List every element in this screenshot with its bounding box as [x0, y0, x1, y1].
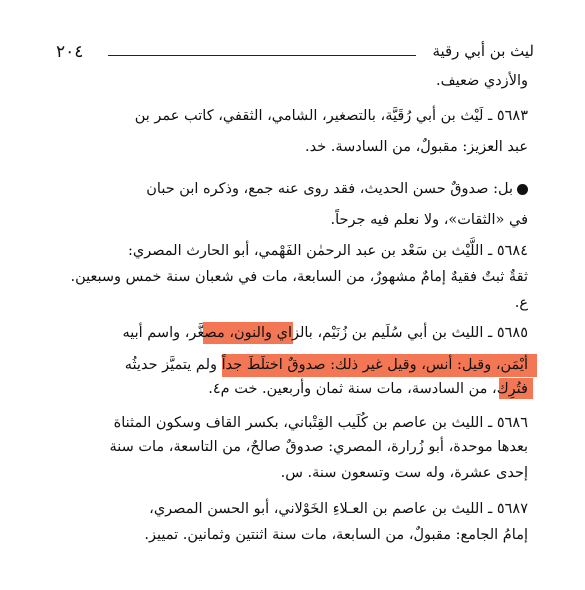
text-line: إحدى عشرة، وله ست وتسعون سنة. س.: [280, 465, 528, 481]
note-text: بل: صدوقٌ حسن الحديث، فقد روى عنه جمع، وذكره ابن حبان: [146, 181, 513, 197]
page-header: [56, 42, 534, 68]
text-line: عبد العزيز: مقبولٌ، من السادسة. خد.: [304, 139, 528, 155]
text-line: بعدها موحدة، أبو زُرارة، المصري: صدوقٌ صالحٌ، من التاسعة، مات سنة: [109, 439, 528, 455]
entry-5684-line: ٥٦٨٤ ـ اللَّيْث بن سَعْد بن عبد الرحمٰن الفَهْمي، أبو الحارث المصري:: [127, 243, 528, 259]
text-line: فتُرِك، من السادسة، مات سنة ثمان وأربعين. خت م٤.: [208, 381, 528, 397]
text-line: ع.: [514, 295, 528, 311]
text-line: أيْمَن، وقيل: أنس، وقيل غير ذلك: صدوقٌ اختلَطَ جداً ولم يتميَّز حديثُه: [124, 357, 528, 373]
page-number: ٢٠٤: [56, 42, 84, 62]
note-line: [146, 178, 528, 200]
header-rule: [108, 55, 416, 56]
text-line: والأزدي ضعيف.: [435, 73, 528, 89]
text-line: ثقةٌ ثبتٌ فقيهٌ إمامٌ مشهورٌ، من السابعة، مات في شعبان سنة خمس وسبعين.: [70, 269, 528, 285]
text-line: في «الثقات»، ولا نعلم فيه جرحاً.: [330, 212, 528, 228]
entry-5685-line: ٥٦٨٥ ـ الليث بن أبي سُلَيم بن زُنَيْم، بالزاي والنون، مصغَّر، واسم أبيه: [122, 325, 528, 341]
entry-5686-line: ٥٦٨٦ ـ الليث بن عاصم بن كُلَيب القِتْباني، بكسر القاف وسكون المثناة: [113, 415, 528, 431]
text-line: إمامُ الجامع: مقبولٌ، من السابعة، مات سنة اثنتين وثمانين. تمييز.: [144, 527, 528, 543]
entry-5683-line: ٥٦٨٣ ـ لَيْث بن أبي رُقَيَّة، بالتصغير، الشامي، الثقفي، كاتب عمر بن: [134, 108, 528, 124]
bullet-dot-icon: [517, 184, 528, 195]
entry-5687-line: ٥٦٨٧ ـ الليث بن عاصم بن العـلاءِ الخَوْلاني، أبو الحسن المصري،: [149, 501, 528, 517]
running-title: ليث بن أبي رقية: [432, 42, 534, 60]
